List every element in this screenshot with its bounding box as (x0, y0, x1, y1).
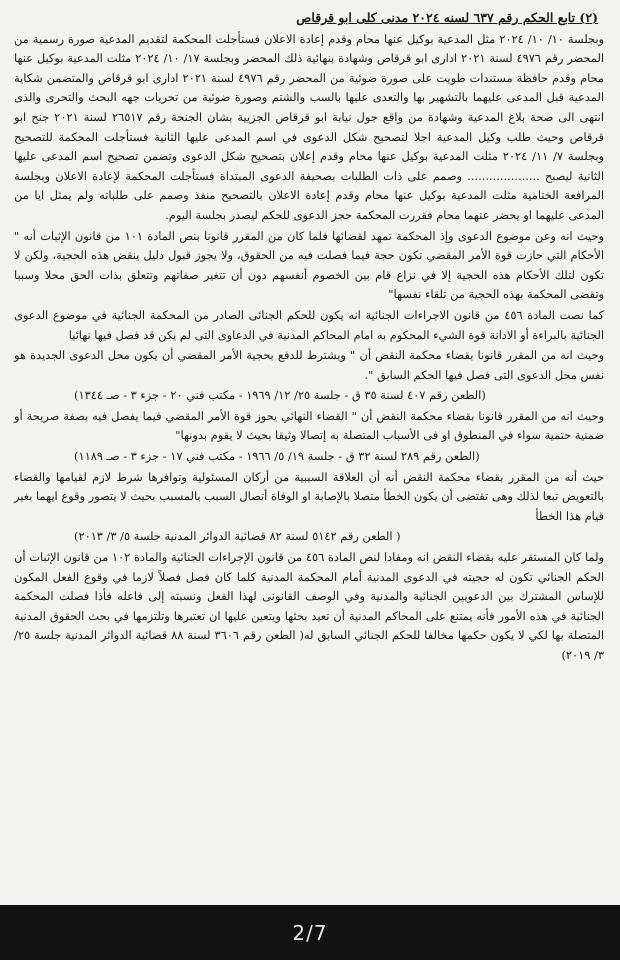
paragraph: ولما كان المستقر عليه بقضاء النقض انه ومفادا لنص المادة ٤٥٦ من قانون الإجراءات الجنائية والمادة ١٠٢ من قانون الإثبات أن الحكم الجنائي تكون له حجيته في الدعوى المدنية أمام المحكمة المدنية كلما كان فصل فصلاً لازما في وقوع الفعل المكون للإساس المشترك بين الدعويين الجنائية والمدنية وفي الوصف القانونى لهذا الفعل ونسبته إلى فاعله فأذا فصلت المحكمة الجنائية في هذه الأمور فأنه يمتنع على المحاكم المدنية أن تعيد بحثها ويتعين عليها ان تعتبرها وتلتزمها في بحث الحقوق المدنية المتصلة بها لكي لا يكون حكمها مخالفا للحكم الجنائي السابق له( الطعن رقم ٣٦٠٦ لسنة ٨٨ قضائية الدوائر المدنية جلسة ٢٥/ ٣/ ٢٠١٩) (14, 550, 605, 662)
paragraph: كما نصت المادة ٤٥٦ من قانون الاجراءات الجنائية انه يكون للحكم الجنائى الصادر من المحكمة الجنائية في موضوع الدعوى الجنائية بالبراءة أو الادانة قوة الشيء المحكوم به امام المحاكم المدنية في الدعاوى التى لم يكن قد فصل فيها نهائيا (14, 307, 604, 342)
citation: ( الطعن رقم ٥١٤٢ لسنة ٨٢ قضائية الدوائر المدنية جلسة ٥/ ٣/ ٢٠١٣) (74, 529, 401, 544)
citation: (الطعن رقم ٢٨٩ لسنة ٣٢ ق - جلسة ١٩/ ٥/ ١٩٦٦ - مكتب فني ١٧ - جزء ٣ - صـ ١١٨٩) (74, 449, 480, 464)
document-header: (٢) تابع الحكم رقم ٦٣٧ لسنه ٢٠٢٤ مدنى كلى ابو قرقاص (296, 10, 598, 25)
page-indicator: 2/7 (292, 921, 328, 945)
paragraph: حيث أنه من المقرر بقضاء محكمة النقض أنه أن العلاقة السببية من أركان المسئولية وتوافرها شرط لازم لقيامها والقضاء بالتعويض تبعا لذلك وهى تقتضى أن يكون الخطأ متصلا بالإصابة او الوفاة أتصال السبب بالمسبب بحيث لا يتصور وقوع ايهما بغير قيام هذا الخطأ (14, 469, 604, 523)
viewer-footer (0, 905, 620, 960)
paragraph: وبجلسة ١٠/ ١٠/ ٢٠٢٤ مثل المدعية بوكيل عنها محام وقدم إعادة الاعلان فستأجلت المحكمة لتقديم المدعية صورة رسمية من المحضر رقم ٤٩٧٦ لسنة ٢٠٢١ ادارى ابو قرقاص وشهادة بنهائية ذلك المحضر وبجلسة ١٧/ ١٠/ ٢٠٢٤ مثلت المدعية بوكيل عنها محام وقدم حافظة مستندات طويت على صورة ضوئية من المحضر رقم ٤٩٧٦ لسنة ٢٠٢١ ادارى ابو قرقاص والمتضمن شكاية المدعية قبل المدعى عليهما بالتشهير بها والتعدى عليها بالسب والشتم وصورة ضوئية من تحريات جهه البحث والتحرى والذى انتهى الى صحة بلاغ المدعية وشهادة من واقع جول نيابة ابو قرقاص الجزيية بشان الجنحة رقم ٢٦٥١٧ لسنة ٢٠٢١ جنح ابو قرقاص وحيث طلب وكيل المدعية اجلا لتصحيح شكل الدعوى في اسم المدعى عليها الثانية فستأجلت المحكمة للتصحيح وبجلسة ٧/ ١١/ ٢٠٢٤ مثلت المدعية بوكيل عنها محام وقدم إعلان بتصحيح شكل الدعوى وتضمن تصحيح اسم المدعى عليها الثانية ليصبح .................... وصمم على ذات الطلبات بصحيفة الدعوى المبتداة فستأجلت المحكمة لإعادة الاعلان وبجلسة المرافعة الختامية مثلت المدعية بوكيل عنها محام وقدم إعادة الاعلان بالتصحيح منفذ وصمم على طلباته ولم يمثل ايا من المدعى عليهما او يحضر عنهما محام فقررت المحكمة حجز الدعوى للحكم ليصدر بجلسة اليوم. (14, 31, 605, 222)
citation: (الطعن رقم ٤٠٧ لسنة ٣٥ ق - جلسة ٢٥/ ١٢/ ١٩٦٩ - مكتب فني ٢٠ - جزء ٣ - صـ ١٣٤٤) (74, 388, 486, 403)
paragraph: وحيث انه من المقرر قانونا بقضاء محكمة النقض أن " ويشترط للدفع بحجية الأمر المقضي أن يكون محل الدعوى الجديدة هو نفس محل الدعوى التى فصل فيها الحكم السابق ". (14, 348, 604, 382)
paragraph: وحيث انه من المقرر قانونا بقضاء محكمة النقض أن " القضاء النهائي يحوز قوة الأمر المقضي فيما يفصل فيه بصفة صريحة أو ضمنية حتمية سواء في المنطوق او فى الأسباب المتصلة به إتصالا وثيقا بحيث لا يقوم بدونها" (14, 408, 604, 443)
paragraph: وحيث انه وعن موضوع الدعوى وإذ المحكمة تمهد لقضائها فلما كان من المقرر قانونا بنص المادة ١٠١ من قانون الإثبات أنه " الأحكام التي حازت قوة الأمر المقضي تكون حجة فيما فصلت فيه من الحقوق، ولا يجوز قبول دليل ينقض هذه الحجية، ولكن لا تكون لتلك الأحكام هذه الحجية إلا في نزاع قام بين الخصوم أنفسهم دون أن تتغير صفاتهم وتتعلق بذات الحق محلا وسببا وتقضى المحكمة بهذه الحجية من تلقاء نفسها" (14, 228, 605, 302)
